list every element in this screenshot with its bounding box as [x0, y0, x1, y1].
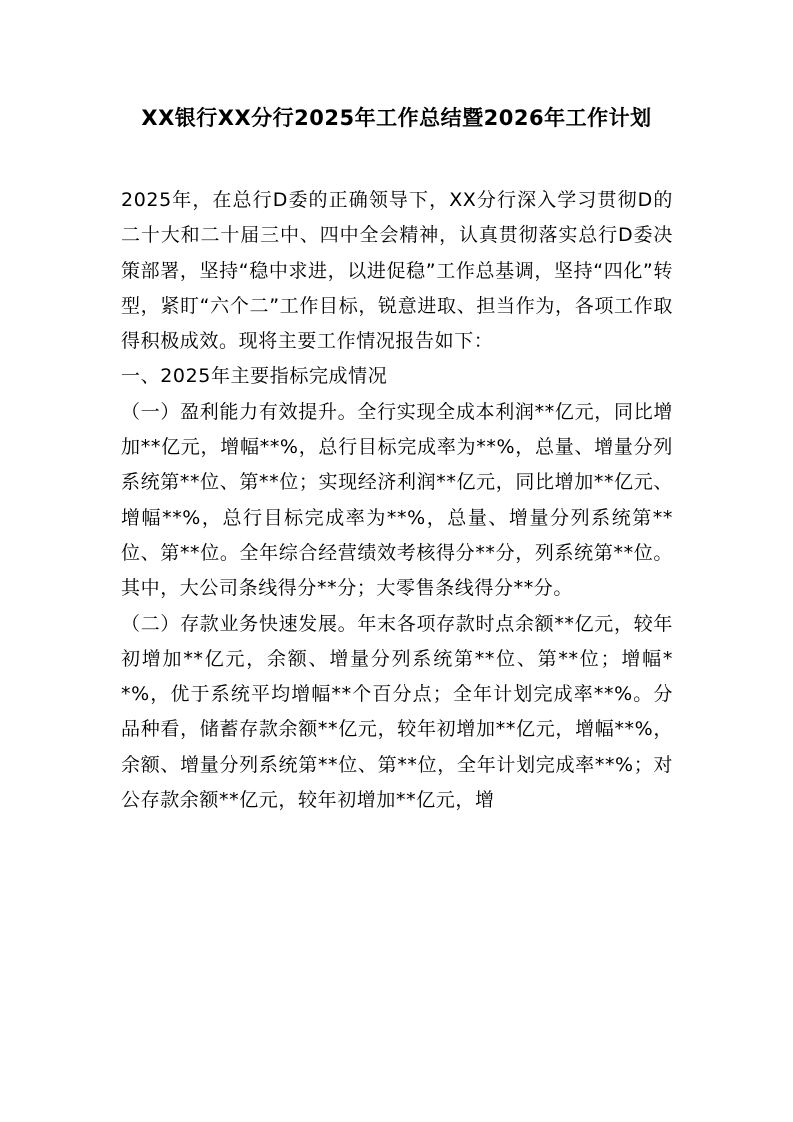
document-title: XX银行XX分行2025年工作总结暨2026年工作计划 [141, 106, 652, 130]
document-body [121, 183, 673, 818]
intro-paragraph: 2025年，在总行D委的正确领导下，XX分行深入学习贯彻D的二十大和二十届三中、四中全会精神，认真贯彻落实总行D委决策部署，坚持“稳中求进，以进促稳”工作总基调，坚持“四化”转型，紧盯“六个二”工作目标，锐意进取、担当作为，各项工作取得积极成效。现将主要工作情况报告如下： [121, 189, 673, 353]
section-heading: 一、2025年主要指标完成情况 [121, 365, 388, 388]
profit-paragraph: （一）盈利能力有效提升。全行实现全成本利润**亿元，同比增加**亿元，增幅**%，总行目标完成率为**%，总量、增量分列系统第**位、第**位；实现经济利润**亿元，同比增加**亿元、增幅**%，总行目标完成率为**%，总量、增量分列系统第**位、第**位。全年综合经营绩效考核得分**分，列系统第**位。其中，大公司条线得分**分；大零售条线得分**分。 [121, 400, 673, 600]
deposit-paragraph: （二）存款业务快速发展。年末各项存款时点余额**亿元，较年初增加**亿元，余额、增量分列系统第**位、第**位；增幅**%，优于系统平均增幅**个百分点；全年计划完成率**%。分品种看，储蓄存款余额**亿元，较年初增加**亿元，增幅**%，余额、增量分列系统第**位、第**位，全年计划完成率**%；对公存款余额**亿元，较年初增加**亿元，增 [121, 612, 673, 812]
